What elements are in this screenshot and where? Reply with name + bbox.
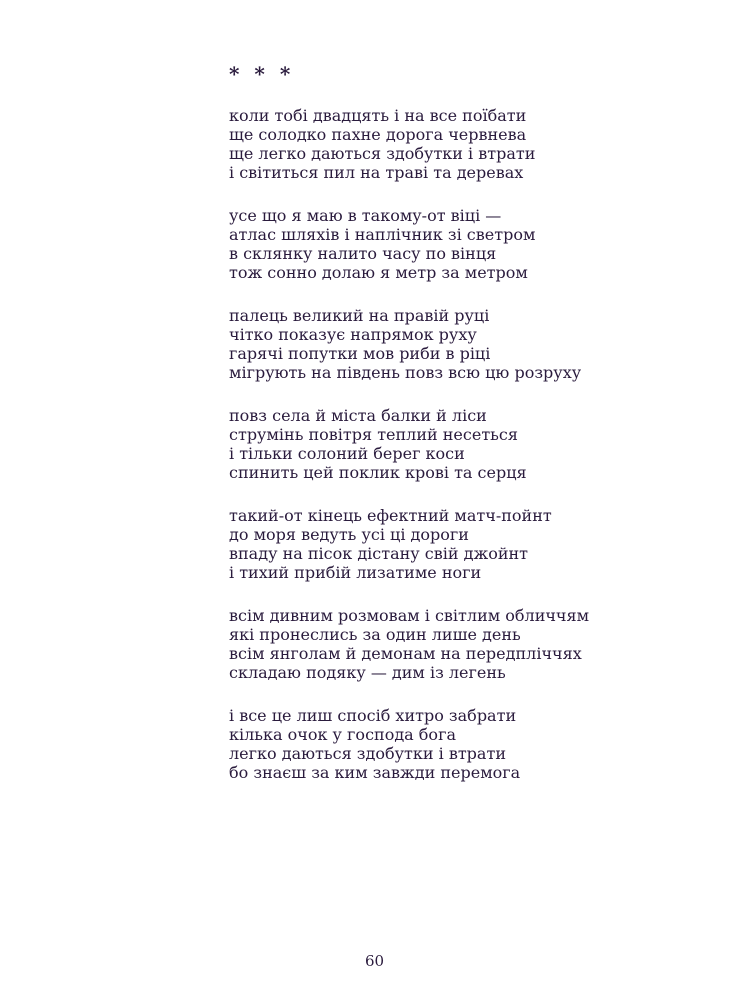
stanza-1 [229,106,709,182]
poem-line: в склянку налито часу по вінця [229,244,497,263]
stanza-4 [229,406,709,482]
poem [229,106,709,806]
poem-line: повз села й міста балки й ліси [229,406,487,425]
poem-line: складаю подяку — дим із легень [229,663,506,682]
poem-line: коли тобі двадцять і на все поїбати [229,106,527,125]
poem-line: такий-от кінець ефектний матч-пойнт [229,506,552,525]
poem-line: тож сонно долаю я метр за метром [229,263,528,282]
stanza-2 [229,206,709,282]
stanza-5 [229,506,709,582]
stanza-6 [229,606,709,682]
stanza-3 [229,306,709,382]
poem-line: які пронеслись за один лише день [229,625,521,644]
poem-line: легко даються здобутки і втрати [229,744,506,763]
poem-line: всім дивним розмовам і світлим обличчям [229,606,590,625]
poem-line: палець великий на правій руці [229,306,490,325]
poem-line: усе що я маю в такому-от віці — [229,206,502,225]
poem-line: до моря ведуть усі ці дороги [229,525,469,544]
section-separator: * * * [229,62,295,86]
poem-line: чітко показує напрямок руху [229,325,477,344]
poem-line: ще легко даються здобутки і втрати [229,144,536,163]
poem-line: всім янголам й демонам на передпліччях [229,644,582,663]
poem-line: струмінь повітря теплий несеться [229,425,518,444]
poem-line: і тихий прибій лизатиме ноги [229,563,482,582]
page-number: 60 [364,952,385,970]
poem-line: кілька очок у господа бога [229,725,456,744]
poem-line: і тільки солоний берег коси [229,444,465,463]
poem-line: спинить цей поклик крові та серця [229,463,527,482]
poem-line: бо знаєш за ким завжди перемога [229,763,521,782]
stanza-7 [229,706,709,782]
poem-line: і все це лиш спосіб хитро забрати [229,706,517,725]
poem-line: мігрують на південь повз всю цю розруху [229,363,582,382]
poem-line: атлас шляхів і наплічник зі светром [229,225,536,244]
poem-line: і світиться пил на траві та деревах [229,163,524,182]
poem-line: гарячі попутки мов риби в ріці [229,344,491,363]
poem-line: впаду на пісок дістану свій джойнт [229,544,529,563]
poem-line: ще солодко пахне дорога червнева [229,125,527,144]
